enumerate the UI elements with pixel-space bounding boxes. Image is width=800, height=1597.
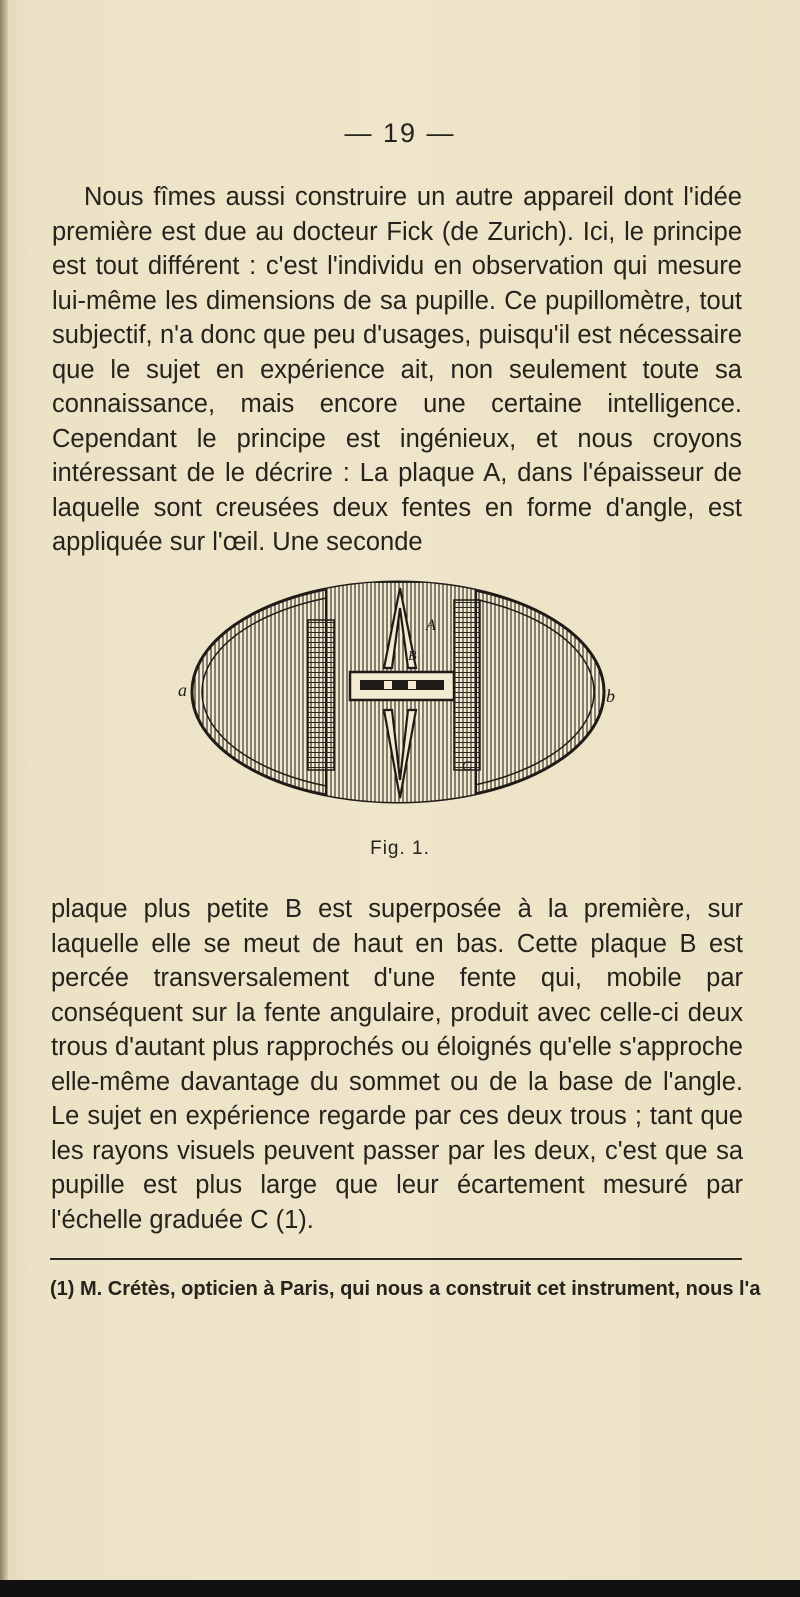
label-b: B xyxy=(408,649,417,664)
scan-bottom-edge xyxy=(0,1580,800,1597)
label-a: A xyxy=(426,617,436,634)
label-right: b xyxy=(606,686,615,706)
pupillometer-figure xyxy=(178,570,618,820)
label-c: C xyxy=(462,759,472,774)
footnote-rule xyxy=(50,1258,742,1260)
page-gutter-shadow xyxy=(0,0,8,1597)
footnote: (1) M. Crétès, opticien à Paris, qui nous a construit cet instrument, nous l'a xyxy=(50,1278,761,1300)
paragraph-1: Nous fîmes aussi construire un autre appareil dont l'idée première est due au docteur Fick (de Zurich). Ici, le principe est tout différent : c'est l'individu en observation qui mesure lui-même les dimensions de sa pupille. Ce pupillomètre, tout subjectif, n'a donc que peu d'usages, puisqu'il est nécessaire que le sujet en expérience ait, non seulement toute sa connaissance, mais encore une certaine intelligence. Cependant le principe est ingénieux, et nous croyons intéressant de le décrire : La plaque A, dans l'épaisseur de laquelle sont creusées deux fentes en forme d'angle, est appliquée sur l'œil. Une seconde xyxy=(52,183,742,556)
figure-caption: Fig. 1. xyxy=(370,838,430,859)
transverse-slit xyxy=(360,680,444,690)
label-left: a xyxy=(178,680,187,700)
page-number: — 19 — xyxy=(344,118,456,148)
paragraph-2: plaque plus petite B est superposée à la première, sur laquelle elle se meut de haut en bas. Cette plaque B est percée transversalement d'une fente qui, mobile par conséquent sur la fente angulaire, produit avec celle-ci deux trous d'autant plus rapprochés ou éloignés qu'elle s'approche elle-même davantage du sommet ou de la base de l'angle. Le sujet en expérience regarde par ces deux trous ; tant que les rayons visuels peuvent passer par les deux, c'est que sa pupille est plus large que leur écartement mesuré par l'échelle graduée C (1). xyxy=(51,895,743,1234)
